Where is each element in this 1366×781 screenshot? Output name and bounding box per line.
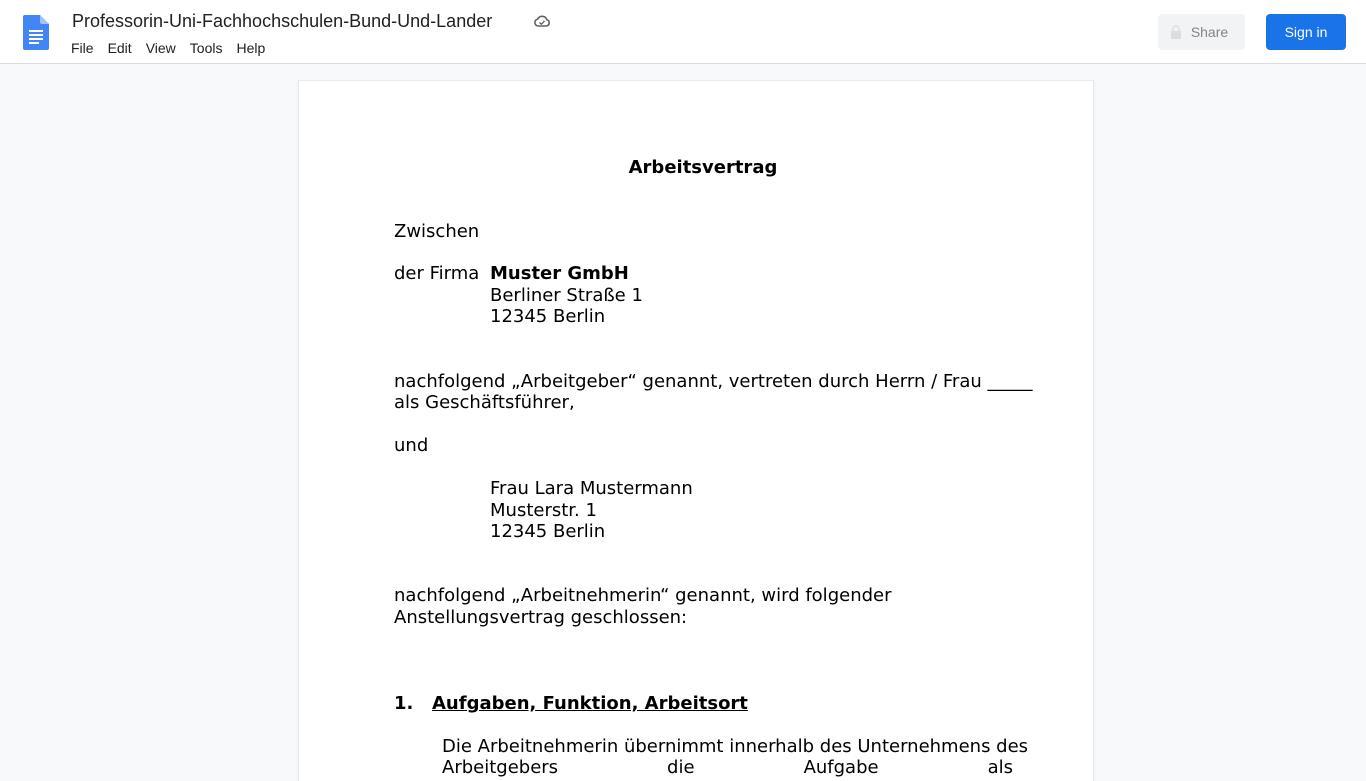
- lock-icon: [1170, 25, 1182, 39]
- between-text: Zwischen: [394, 221, 480, 242]
- share-label: Share: [1190, 24, 1229, 40]
- employee-city: 12345 Berlin: [490, 521, 606, 542]
- cloud-saved-icon[interactable]: [533, 14, 551, 30]
- menu-bar: [64, 38, 272, 58]
- employee-street: Musterstr. 1: [490, 500, 597, 521]
- menu-tools[interactable]: Tools: [189, 40, 223, 56]
- menu-file[interactable]: File: [71, 40, 94, 56]
- share-button[interactable]: [1158, 14, 1245, 50]
- document-heading: Arbeitsvertrag: [628, 157, 778, 178]
- employer-name: Muster GmbH: [490, 263, 629, 284]
- employer-clause-line-1: nachfolgend „Arbeitgeber“ genannt, vertreten durch Herrn / Frau _____: [394, 371, 1033, 392]
- employer-street: Berliner Straße 1: [490, 285, 643, 306]
- employee-clause-line-1: nachfolgend „Arbeitnehmerin“ genannt, wird folgender: [394, 585, 892, 606]
- employer-city: 12345 Berlin: [490, 306, 606, 327]
- document-page[interactable]: [299, 81, 1093, 781]
- employer-clause-line-2: als Geschäftsführer,: [394, 392, 575, 413]
- menu-edit[interactable]: Edit: [107, 40, 132, 56]
- google-docs-icon[interactable]: [23, 15, 49, 50]
- section-1-line-2: Arbeitgebers die Aufgabe als: [442, 757, 1013, 778]
- document-title[interactable]: Professorin-Uni-Fachhochschulen-Bund-Und-Lander: [72, 11, 493, 31]
- menu-view[interactable]: View: [145, 40, 176, 56]
- top-bar: [0, 0, 1366, 64]
- employee-name: Frau Lara Mustermann: [490, 478, 693, 499]
- section-1-title: Aufgaben, Funktion, Arbeitsort: [432, 693, 748, 714]
- and-text: und: [394, 435, 429, 456]
- employer-prefix: der Firma: [394, 263, 480, 284]
- employee-clause-line-2: Anstellungsvertrag geschlossen:: [394, 607, 688, 628]
- section-1-line-1: Die Arbeitnehmerin übernimmt innerhalb des Unternehmens des: [442, 736, 1029, 757]
- sign-in-button[interactable]: Sign in: [1266, 14, 1346, 50]
- section-1-number: 1.: [394, 693, 414, 714]
- menu-help[interactable]: Help: [236, 40, 266, 56]
